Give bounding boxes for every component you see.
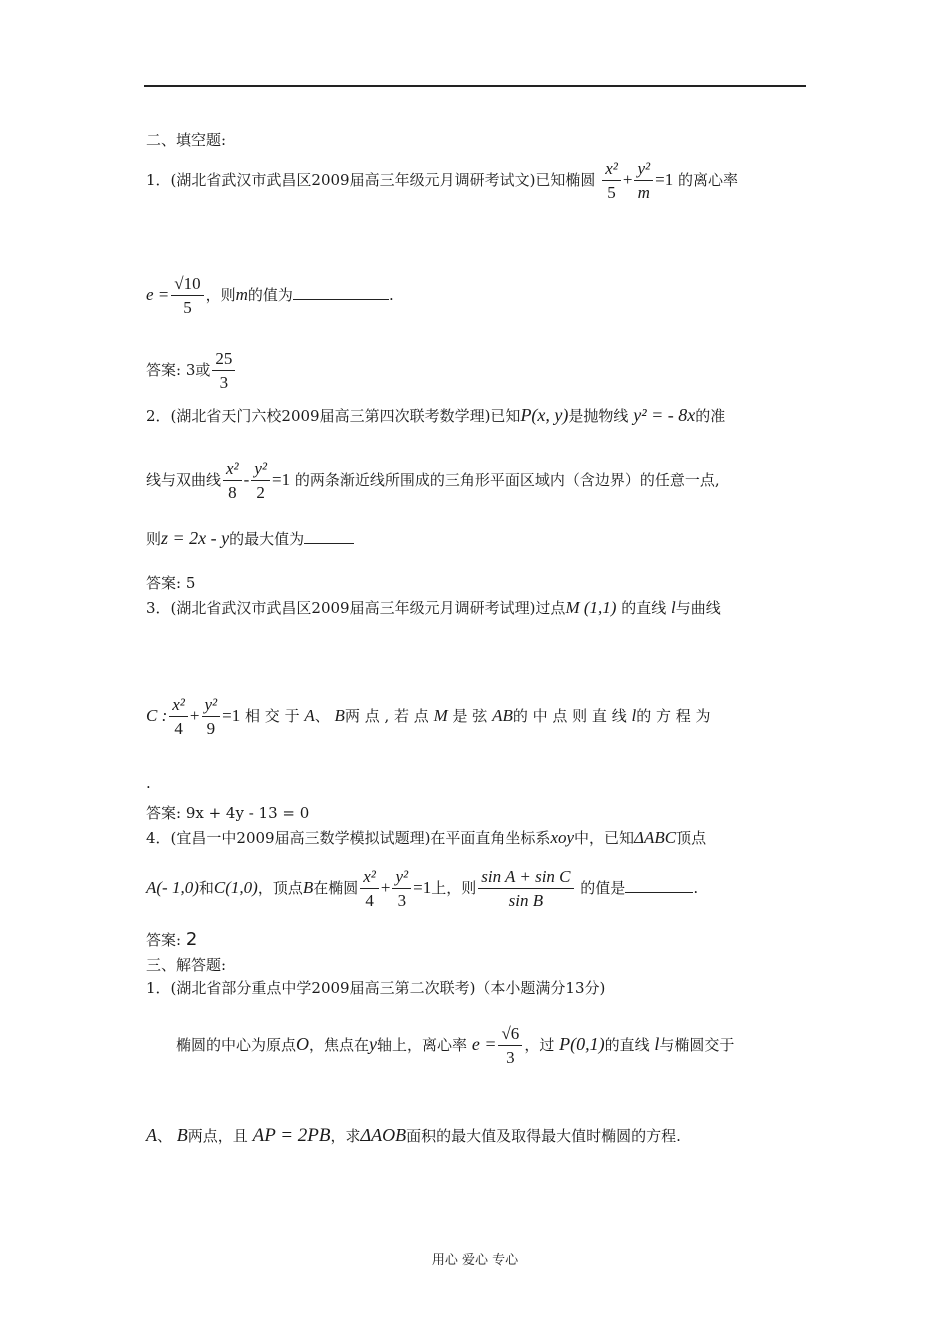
p1-line1 (176, 1025, 734, 1067)
header-rule (144, 85, 806, 87)
answer-text: 答案: 9x + 4y - 13 = 0 (146, 804, 310, 822)
q4-line2 (146, 868, 698, 910)
q2-text: 则 (146, 530, 162, 548)
point-m: M (1,1) (565, 598, 617, 617)
period: . (146, 774, 151, 792)
point-p: P(0,1) (559, 1034, 605, 1054)
q1-eccentricity-fraction (171, 275, 203, 317)
parabola-equation: y² = - 8x (633, 405, 696, 425)
section-heading-fill-blank (146, 130, 226, 150)
point-c: C(1,0) (213, 878, 258, 897)
q1-line1 (146, 160, 738, 202)
frac-den: 5 (183, 298, 192, 317)
q1-text: 的离心率 (678, 171, 739, 189)
p1-title (146, 978, 605, 998)
variable-b: B (302, 878, 314, 897)
q2-text: 2．(湖北省天门六校2009届高三第四次联考数学理)已知 (146, 407, 521, 425)
q3-text: 的 中 点 则 直 线 (512, 707, 627, 725)
q3-text: 的 方 程 为 (636, 707, 711, 725)
p1-text: 椭圆的中心为原点 (176, 1036, 297, 1054)
q2-answer (146, 573, 195, 593)
period: . (388, 286, 394, 304)
answer-label: 答案: 3或 (146, 361, 211, 379)
q1-fraction-y (634, 160, 653, 202)
period: . (693, 879, 699, 897)
q2-text: 的最大值为 (229, 530, 305, 548)
vector-equation: AP = 2PB (252, 1125, 331, 1146)
frac-num: √10 (171, 275, 203, 296)
q4-line1 (146, 828, 706, 848)
q3-text: 是 弦 (452, 707, 488, 725)
plus-sign: + (380, 878, 391, 897)
frac-den: 3 (219, 373, 229, 392)
p1-eccentricity-fraction (498, 1025, 522, 1067)
variable-a: A (304, 706, 315, 725)
eccentricity-label: e = (146, 285, 170, 304)
hyperbola-fraction-x (223, 460, 242, 502)
equation-rhs: =1 (655, 170, 674, 189)
q4-text: 4．(宜昌一中2009届高三数学模拟试题理)在平面直角坐标系 (146, 829, 551, 847)
p1-line2 (146, 1125, 681, 1146)
section-heading-solutions (146, 955, 226, 975)
curve-label: C : (146, 706, 168, 725)
q3-line1 (146, 598, 721, 618)
variable-b: B (176, 1125, 188, 1145)
frac-num: y² (202, 696, 221, 717)
q4-answer (146, 930, 197, 950)
p1-title-text: 1．(湖北省部分重点中学2009届高三第二次联考)（本小题满分13分) (146, 979, 606, 997)
p1-text: 与椭圆交于 (659, 1036, 735, 1054)
p1-text: ，焦点在 (309, 1036, 370, 1054)
q2-text: 的两条渐近线所围成的三角形平面区域内（含边界）的任意一点, (294, 471, 720, 489)
frac-num: x² (360, 868, 379, 889)
heading-text: 三、解答题: (146, 956, 227, 974)
page-footer (0, 1249, 950, 1268)
frac-den: 8 (228, 483, 237, 502)
variable-l: l (671, 598, 676, 617)
q3-text: 的直线 (621, 599, 667, 617)
p1-text: 的直线 (604, 1036, 650, 1054)
variable-l: l (654, 1034, 660, 1054)
q3-text: 3．(湖北省武汉市武昌区2009届高三年级元月调研考试理)过点 (146, 599, 566, 617)
variable-m: m (235, 285, 248, 304)
p1-text: 、 (157, 1127, 173, 1145)
p1-text: 轴上，离心率 (377, 1036, 468, 1054)
q4-text: 上，则 (431, 879, 477, 897)
frac-num: y² (251, 460, 270, 481)
q4-text: 中，已知 (574, 829, 635, 847)
q3-trailing-dot (146, 773, 151, 793)
frac-num: 25 (212, 350, 235, 371)
triangle-aob: ΔAOB (360, 1125, 407, 1145)
answer-blank[interactable] (304, 529, 354, 544)
q1-line2 (146, 275, 394, 317)
p1-text: ，求 (330, 1127, 361, 1145)
equation-rhs: =1 (413, 878, 432, 897)
p1-text: 面积的最大值及取得最大值时椭圆的方程. (406, 1127, 681, 1145)
frac-den: 4 (174, 719, 183, 738)
objective-expression: z = 2x - y (161, 528, 230, 548)
curve-fraction-y (202, 696, 221, 738)
ellipse-fraction-y (392, 868, 411, 910)
answer-value: 2 (185, 929, 198, 950)
q2-text: 线与双曲线 (146, 471, 222, 489)
frac-num: sin A + sin C (478, 868, 573, 889)
frac-den: sin B (508, 891, 544, 910)
minus-sign: - (243, 470, 250, 489)
frac-num: √6 (498, 1025, 522, 1046)
point-a: A(- 1,0) (146, 878, 199, 897)
q2-line2 (146, 460, 720, 502)
equation-rhs: =1 (222, 706, 241, 725)
answer-blank[interactable] (625, 878, 693, 893)
answer-blank[interactable] (293, 285, 389, 300)
frac-den: 2 (256, 483, 265, 502)
q3-text: 相 交 于 (245, 707, 300, 725)
chord-ab: AB (492, 706, 513, 725)
plus-sign: + (189, 706, 200, 725)
frac-den: 3 (397, 891, 407, 910)
q2-line1 (146, 405, 725, 426)
frac-num: x² (223, 460, 242, 481)
q1-text: 1．(湖北省武汉市武昌区2009届高三年级元月调研考试文)已知椭圆 (146, 171, 596, 189)
q4-text: 顶点 (676, 829, 707, 847)
curve-fraction-x (169, 696, 188, 738)
frac-den: 5 (607, 183, 616, 202)
frac-den: m (637, 183, 650, 202)
ellipse-fraction-x (360, 868, 379, 910)
q2-text: 的准 (695, 407, 726, 425)
plus-sign: + (622, 170, 633, 189)
frac-num: x² (602, 160, 621, 181)
hyperbola-fraction-y (251, 460, 270, 502)
q3-answer (146, 803, 309, 823)
equation-rhs: =1 (272, 470, 291, 489)
answer-text: 答案: 5 (146, 574, 196, 592)
heading-text: 二、填空题: (146, 131, 227, 149)
variable-b: B (334, 706, 345, 725)
answer-fraction (212, 350, 235, 392)
coordinate-system: xoy (550, 828, 575, 847)
q3-text: 与曲线 (675, 599, 721, 617)
axis-y: y (369, 1034, 378, 1054)
variable-l: l (631, 706, 637, 725)
frac-num: y² (634, 160, 653, 181)
q4-text: 的值是 (580, 879, 626, 897)
q1-text: ，则 (205, 286, 236, 304)
q1-answer (146, 350, 237, 392)
p1-text: 两点，且 (187, 1127, 248, 1145)
q3-text: 两 点 , 若 点 (344, 707, 429, 725)
q2-line3 (146, 528, 354, 549)
variable-a: A (146, 1125, 157, 1145)
q2-text: 是抛物线 (568, 407, 629, 425)
triangle-abc: ΔABC (634, 828, 677, 847)
answer-label: 答案: (146, 931, 182, 949)
frac-den: 3 (506, 1048, 515, 1067)
q4-text: 在椭圆 (313, 879, 359, 897)
q4-text: ，顶点 (257, 879, 303, 897)
sine-ratio-fraction (478, 868, 573, 910)
eccentricity-label: e = (471, 1034, 497, 1054)
frac-den: 4 (365, 891, 374, 910)
q3-text: 、 (314, 707, 330, 725)
point-p: P(x, y) (520, 405, 569, 425)
variable-m: M (433, 706, 448, 725)
frac-num: x² (169, 696, 188, 717)
footer-text: 用心 爱心 专心 (431, 1253, 519, 1268)
q4-text: 和 (198, 879, 214, 897)
frac-num: y² (392, 868, 411, 889)
q1-text: 的值为 (247, 286, 293, 304)
q3-line2 (146, 696, 711, 738)
frac-den: 9 (206, 719, 216, 738)
origin-o: O (296, 1034, 310, 1054)
p1-text: ，过 (524, 1036, 555, 1054)
q1-fraction-x (602, 160, 621, 202)
